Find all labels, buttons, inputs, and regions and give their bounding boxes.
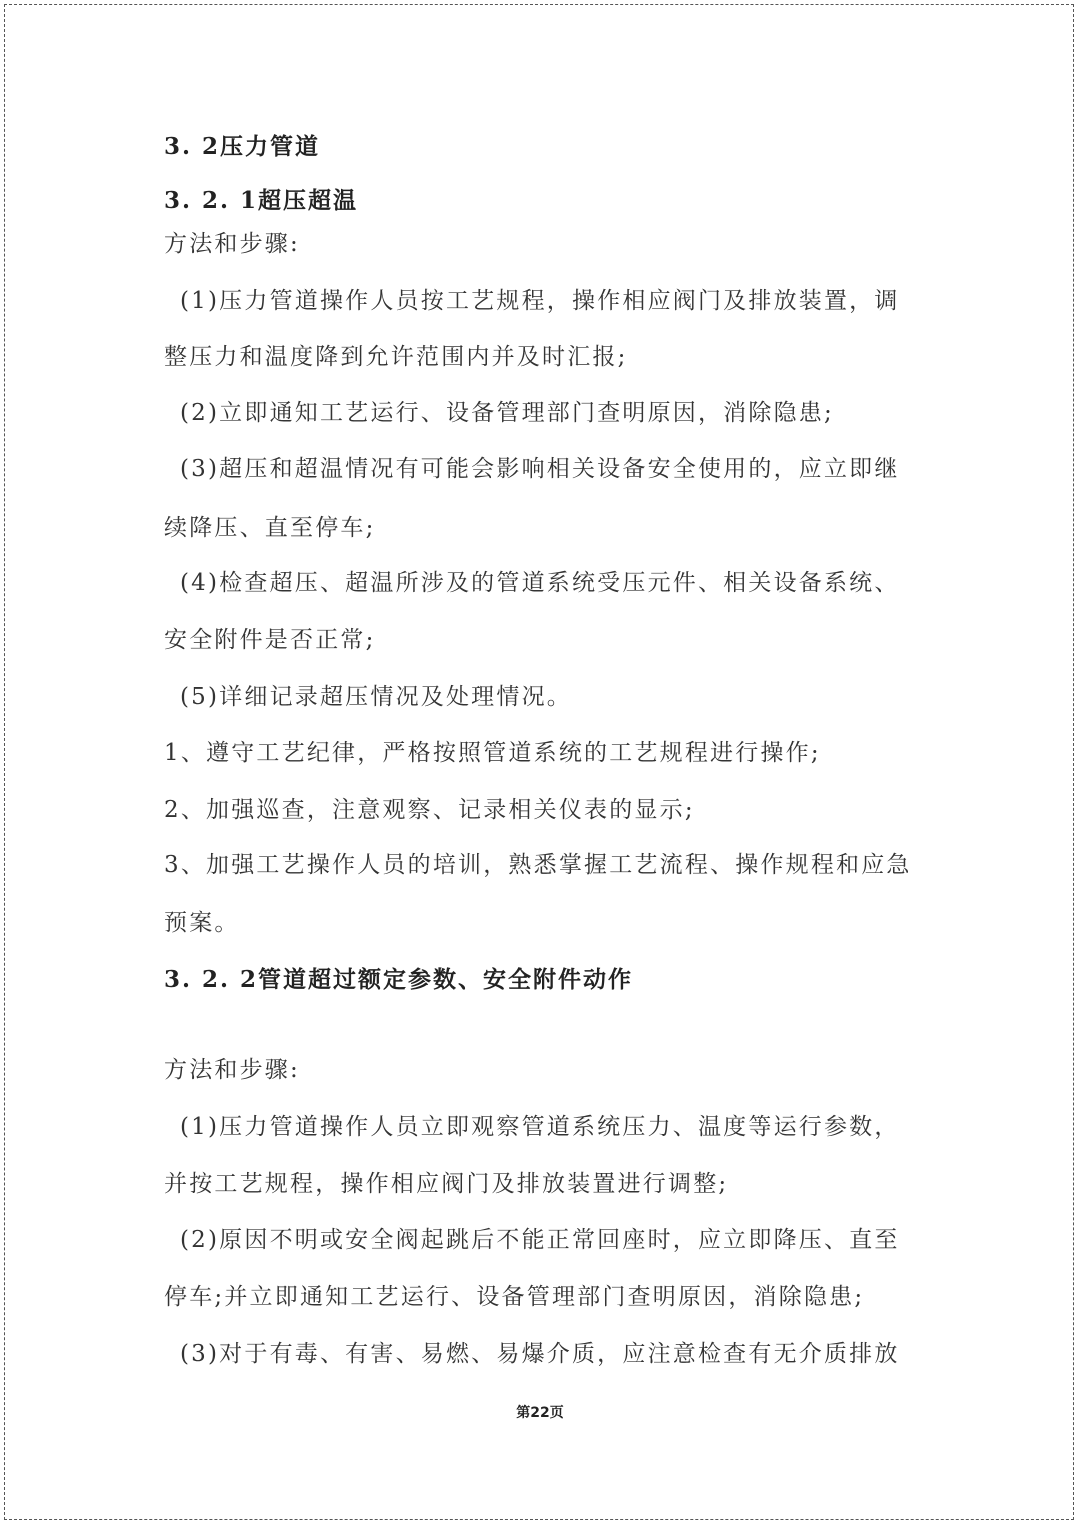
subsection-title: 3. 2. 1超压超温 [164, 187, 359, 214]
subsection-title: 3. 2. 2管道超过额定参数、安全附件动作 [164, 966, 634, 993]
paragraph-line: 整压力和温度降到允许范围内并及时汇报; [164, 344, 628, 370]
paragraph-line: 安全附件是否正常; [164, 627, 376, 653]
paragraph-line: (2)立即通知工艺运行、设备管理部门查明原因，消除隐患; [180, 400, 834, 426]
paragraph-line: (1)压力管道操作人员按工艺规程，操作相应阀门及排放装置，调 [180, 288, 900, 314]
method-label: 方法和步骤: [164, 1057, 300, 1083]
paragraph-line: 预案。 [164, 910, 240, 936]
paragraph-line: 并按工艺规程，操作相应阀门及排放装置进行调整; [164, 1171, 729, 1197]
paragraph-line: (4)检查超压、超温所涉及的管道系统受压元件、相关设备系统、 [180, 570, 900, 596]
paragraph-line: (5)详细记录超压情况及处理情况。 [180, 684, 572, 710]
paragraph-line: 2、加强巡查，注意观察、记录相关仪表的显示; [164, 797, 695, 823]
section-title: 3. 2压力管道 [164, 133, 321, 160]
method-label: 方法和步骤: [164, 231, 300, 257]
paragraph-line: (1)压力管道操作人员立即观察管道系统压力、温度等运行参数， [180, 1114, 900, 1140]
page-number: 第22页 [516, 1405, 564, 1421]
paragraph-line: (3)对于有毒、有害、易燃、易爆介质，应注意检查有无介质排放 [180, 1341, 900, 1367]
paragraph-line: 续降压、直至停车; [164, 515, 376, 541]
paragraph-line: (2)原因不明或安全阀起跳后不能正常回座时，应立即降压、直至 [180, 1227, 900, 1253]
paragraph-line: 3、加强工艺操作人员的培训，熟悉掌握工艺流程、操作规程和应急 [164, 852, 912, 878]
paragraph-line: 停车;并立即通知工艺运行、设备管理部门查明原因，消除隐患; [164, 1284, 865, 1310]
paragraph-line: 1、遵守工艺纪律，严格按照管道系统的工艺规程进行操作; [164, 740, 821, 766]
paragraph-line: (3)超压和超温情况有可能会影响相关设备安全使用的，应立即继 [180, 456, 900, 482]
